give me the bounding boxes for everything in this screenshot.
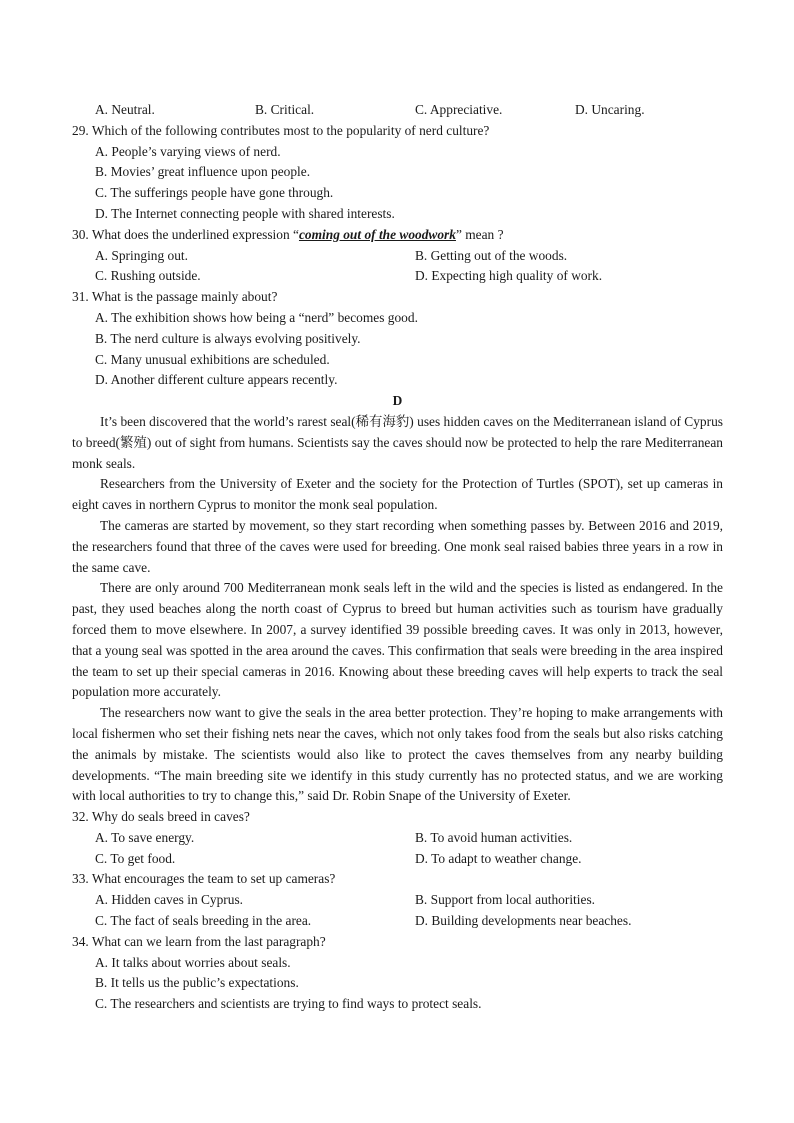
- q28-option-b[interactable]: B. Critical.: [255, 102, 315, 117]
- q31-stem: 31. What is the passage mainly about?: [72, 289, 278, 305]
- q30-option-d[interactable]: D. Expecting high quality of work.: [415, 268, 603, 284]
- paragraph-2: Researchers from the University of Exeter and the society for the Protection of Turtles (SPOT), set up cameras in eight caves in northern Cyprus to monitor the monk seal population.: [72, 476, 723, 513]
- q29-option-b[interactable]: B. Movies’ great influence upon people.: [95, 164, 311, 180]
- q29-option-a[interactable]: A. People’s varying views of nerd.: [95, 143, 281, 159]
- q33-option-b[interactable]: B. Support from local authorities.: [415, 892, 596, 908]
- q33-option-a[interactable]: A. Hidden caves in Cyprus.: [95, 892, 244, 908]
- q33-stem: 33. What encourages the team to set up cameras?: [72, 871, 336, 887]
- q28-option-c[interactable]: C. Appreciative.: [415, 102, 503, 117]
- q33-option-d[interactable]: D. Building developments near beaches.: [415, 913, 632, 929]
- q34-stem: 34. What can we learn from the last paragraph?: [72, 933, 326, 949]
- paragraph-5: The researchers now want to give the seals in the area better protection. They’re hoping to make arrangements with local fishermen who set their fishing nets near the caves, which not only takes food from the seals but also risks catching the animals by mistake. The scientists would also like to protect the caves themselves from any nearby building developments. “The main breeding site we identify in this study currently has no protected status, and we are working with local authorities to try to change this,” said Dr. Robin Snape of the University of Exeter.: [72, 705, 723, 804]
- q28-options: [95, 100, 723, 121]
- section-label: D: [392, 393, 403, 409]
- q32-option-d[interactable]: D. To adapt to weather change.: [415, 850, 582, 866]
- q30-stem-pre: 30. What does the underlined expression “: [72, 226, 299, 242]
- q31-option-c[interactable]: C. Many unusual exhibitions are scheduled.: [95, 351, 330, 367]
- q34-option-c[interactable]: C. The researchers and scientists are trying to find ways to protect seals.: [95, 996, 482, 1012]
- q28-option-a[interactable]: A. Neutral.: [95, 102, 155, 117]
- q34-option-b[interactable]: B. It tells us the public’s expectations.: [95, 975, 299, 991]
- q30-options-row2: [95, 266, 723, 287]
- q29-option-c[interactable]: C. The sufferings people have gone through.: [95, 185, 334, 201]
- q30-option-c[interactable]: C. Rushing outside.: [95, 268, 201, 284]
- q30-option-a[interactable]: A. Springing out.: [95, 247, 188, 263]
- q33-options-row1: [95, 890, 723, 911]
- q30-stem-post: ” mean ?: [455, 226, 504, 242]
- q33-option-c[interactable]: C. The fact of seals breeding in the area.: [95, 913, 312, 929]
- q32-options-row1: [95, 828, 723, 849]
- q31-option-b[interactable]: B. The nerd culture is always evolving positively.: [95, 330, 361, 346]
- q32-option-c[interactable]: C. To get food.: [95, 850, 176, 866]
- paragraph-3: The cameras are started by movement, so they start recording when something passes by. Between 2016 and 2019, the researchers found that three of the caves were used for breeding. One monk seal raised babies three years in a row in the same cave.: [72, 517, 723, 575]
- paragraph-4: There are only around 700 Mediterranean monk seals left in the wild and the species is listed as endangered. In the past, they used beaches along the north coast of Cyprus to breed but human activities such as tourism have gradually forced them to move elsewhere. In 2007, a survey identified 39 possible breeding caves. It was only in 2013, however, that a young seal was spotted in the area around the caves. This confirmation that seals were breeding in the area inspired the team to set up their special cameras in 2016. Knowing about these breeding caves will help experts to track the seal population more accurately.: [72, 580, 723, 700]
- q30-underlined-expression: coming out of the woodwork: [298, 226, 456, 242]
- q29-option-d[interactable]: D. The Internet connecting people with shared interests.: [95, 205, 395, 221]
- q28-option-d[interactable]: D. Uncaring.: [575, 102, 645, 117]
- paragraph-1: It’s been discovered that the world’s rarest seal(稀有海豹) uses hidden caves on the Mediterranean island of Cyprus to breed(繁殖) out of sight from humans. Scientists say the caves should now be protected to help the rare Mediterranean monk seals.: [72, 413, 723, 471]
- q32-option-b[interactable]: B. To avoid human activities.: [415, 829, 573, 845]
- q32-options-row2: [95, 849, 723, 870]
- exam-page: [72, 100, 723, 1015]
- q34-option-a[interactable]: A. It talks about worries about seals.: [95, 954, 291, 970]
- q31-option-a[interactable]: A. The exhibition shows how being a “nerd” becomes good.: [95, 309, 418, 325]
- q30-stem: [72, 225, 723, 246]
- q31-option-d[interactable]: D. Another different culture appears recently.: [95, 372, 338, 388]
- q30-option-b[interactable]: B. Getting out of the woods.: [415, 247, 568, 263]
- q33-options-row2: [95, 911, 723, 932]
- q29-stem: 29. Which of the following contributes most to the popularity of nerd culture?: [72, 122, 490, 138]
- q32-stem: 32. Why do seals breed in caves?: [72, 809, 250, 825]
- q32-option-a[interactable]: A. To save energy.: [95, 829, 195, 845]
- q30-options-row1: [95, 246, 723, 267]
